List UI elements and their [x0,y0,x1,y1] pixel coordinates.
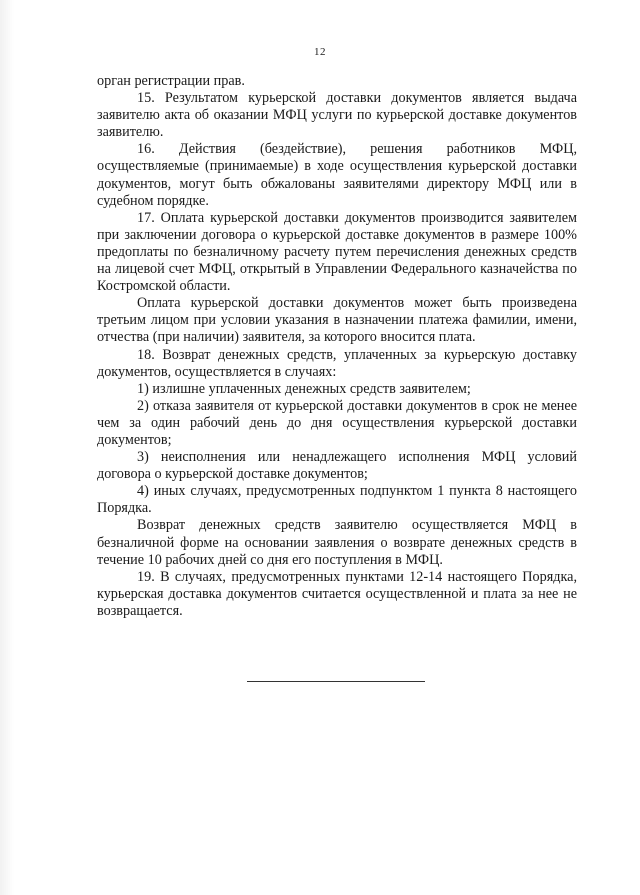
paragraph-item-19: 19. В случаях, предусмотренных пунктами 12-14 настоящего Порядка, курьерская доставка документов считается осуществленной и плата за нее не возвращается. [97,568,577,619]
paragraph-item-18: 18. Возврат денежных средств, уплаченных за курьерскую доставку документов, осуществляется в случаях: [97,346,577,380]
document-body [97,73,577,620]
end-of-document-rule [247,681,425,682]
refund-case-1: 1) излишне уплаченных денежных средств заявителем; [137,380,471,397]
refund-case-2: 2) отказа заявителя от курьерской доставки документов в срок не менее чем за один рабочий день до дня осуществления курьерской доставки документов; [97,397,577,448]
paragraph-item-15: 15. Результатом курьерской доставки документов является выдача заявителю акта об оказании МФЦ услуги по курьерской доставке документов заявителю. [97,90,577,141]
refund-case-3: 3) неисполнения или ненадлежащего исполнения МФЦ условий договора о курьерской доставке документов; [97,449,577,483]
page-number: 12 [314,46,326,58]
paragraph-third-party-payment: Оплата курьерской доставки документов может быть произведена третьим лицом при условии указания в назначении платежа фамилии, имени, отчества (при наличии) заявителя, за которого вносится плата. [97,295,577,346]
paragraph-refund-procedure: Возврат денежных средств заявителю осуществляется МФЦ в безналичной форме на основании заявления о возврате денежных средств в течение 10 рабочих дней со дня его поступления в МФЦ. [97,517,577,568]
paragraph-continuation: орган регистрации прав. [97,73,245,89]
refund-case-4: 4) иных случаях, предусмотренных подпунктом 1 пункта 8 настоящего Порядка. [97,483,577,517]
scan-margin-shadow [0,0,14,895]
paragraph-item-17: 17. Оплата курьерской доставки документов производится заявителем при заключении договора о курьерской доставке документов в размере 100% предоплаты по безналичному расчету путем перечисления денежных средств на лицевой счет МФЦ, открытый в Управлении Федерального казначейства по Костромской области. [97,209,577,295]
paragraph-item-16: 16. Действия (бездействие), решения работников МФЦ, осуществляемые (принимаемые) в ходе осуществления курьерской доставки документов, могут быть обжалованы заявителями директору МФЦ или в судебном порядке. [97,141,577,209]
